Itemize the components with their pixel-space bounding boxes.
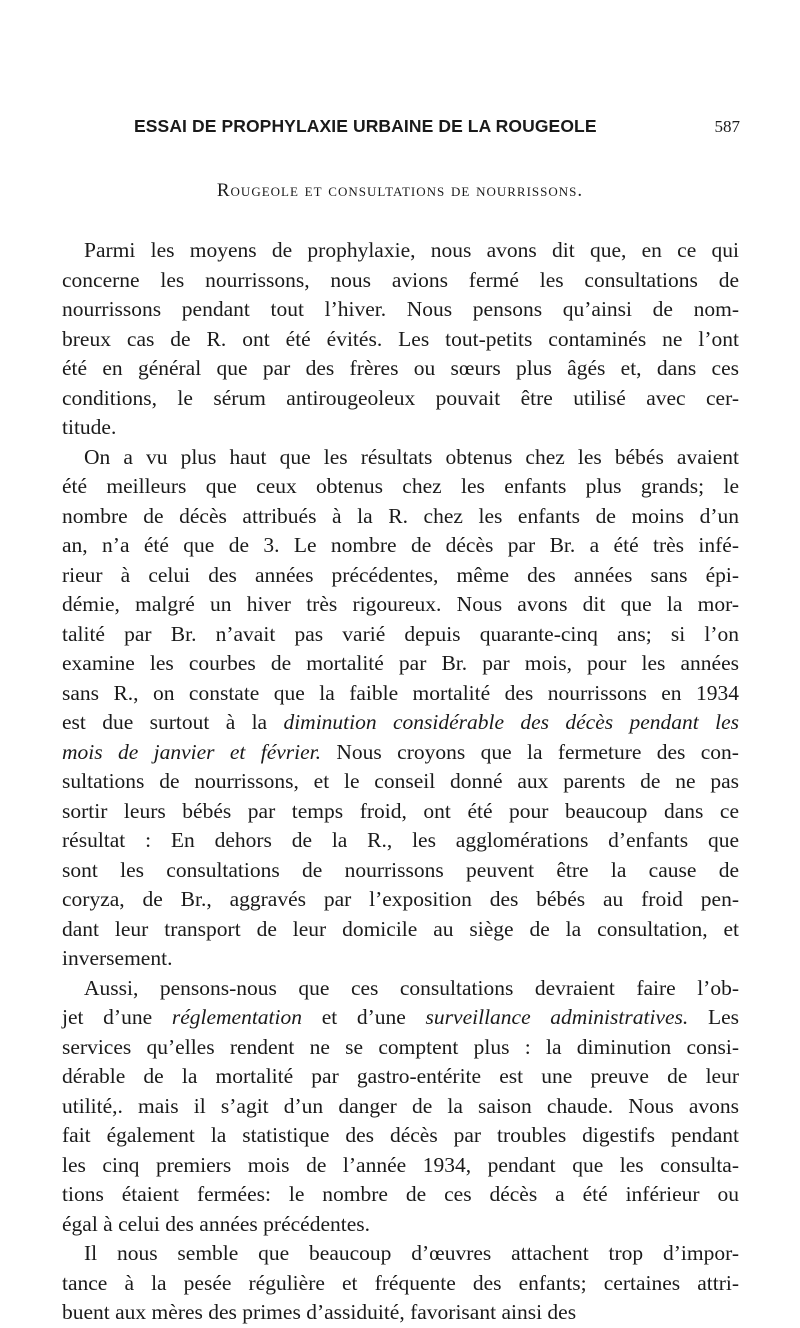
text-line [62, 944, 739, 974]
text-line [62, 236, 739, 266]
text-line [62, 1121, 739, 1151]
paragraph [62, 443, 739, 974]
text-line [62, 413, 739, 443]
text-run: les cinq premiers mois de l’année 1934, pendant que les consulta- [62, 1152, 739, 1177]
text-run: est due surtout à la [62, 710, 284, 734]
text-line [62, 1210, 739, 1240]
text-run: démie, malgré un hiver très rigoureux. Nous avons dit que la mor- [62, 592, 739, 616]
text-run: tance à la pesée régulière et fréquente des enfants; certaines attri- [62, 1270, 739, 1295]
section-heading: Rougeole et consultations de nourrissons. [216, 180, 584, 201]
text-run: inversement. [62, 946, 173, 970]
text-run: buent aux mères des primes d’assiduité, favorisant ainsi des [62, 1300, 577, 1324]
text-line [62, 797, 739, 827]
text-run: concerne les nourrissons, nous avions fermé les consultations de [62, 267, 739, 292]
text-run: titude. [62, 415, 117, 439]
italic-run: réglementation [171, 1005, 302, 1029]
text-run: dérable de la mortalité par gastro-entérite est une preuve de leur [62, 1064, 739, 1088]
text-line [62, 1151, 739, 1181]
text-run: Parmi les moyens de prophylaxie, nous avons dit que, en ce qui [84, 238, 739, 262]
text-run: résultat : En dehors de la R., les agglomérations d’enfants que [62, 828, 739, 852]
text-run: égal à celui des années précédentes. [62, 1211, 371, 1236]
page-number: 587 [714, 117, 740, 136]
text-run: Il nous semble que beaucoup d’œuvres attachent trop d’impor- [84, 1241, 739, 1265]
text-run: coryza, de Br., aggravés par l’exposition des bébés au froid pen- [62, 887, 739, 911]
text-run: sans R., on constate que la faible mortalité des nourrissons en 1934 [62, 680, 739, 705]
running-head [62, 116, 740, 140]
text-line [62, 826, 739, 856]
text-line [62, 590, 739, 620]
text-line [62, 1033, 739, 1063]
text-line [62, 649, 739, 679]
text-line [62, 885, 739, 915]
text-run: an, n’a été que de 3. Le nombre de décès par Br. a été très infé- [62, 533, 739, 557]
text-line [62, 679, 739, 709]
body-text [62, 236, 739, 1328]
text-run: tions étaient fermées: le nombre de ces décès a été inférieur ou [62, 1182, 739, 1206]
text-line [62, 1298, 739, 1328]
italic-run: surveillance administratives. [425, 1005, 689, 1029]
text-run: services qu’elles rendent ne se comptent plus : la diminution consi- [62, 1034, 739, 1059]
paragraph [62, 974, 739, 1240]
text-line [62, 325, 739, 355]
text-run: nombre de décès attribués à la R. chez les enfants de moins d’un [62, 503, 739, 528]
text-run: conditions, le sérum antirougeoleux pouvait être utilisé avec cer- [62, 385, 739, 410]
text-line [62, 1003, 739, 1033]
text-line [62, 443, 739, 473]
text-line [62, 1269, 739, 1299]
text-line [62, 384, 739, 414]
text-run: nourrissons pendant tout l’hiver. Nous pensons qu’ainsi de nom- [62, 297, 739, 321]
running-title: ESSAI DE PROPHYLAXIE URBAINE DE LA ROUGEOLE [134, 116, 597, 136]
text-run: talité par Br. n’avait pas varié depuis quarante-cinq ans; si l’on [62, 621, 739, 646]
text-run: utilité,. mais il s’agit d’un danger de la saison chaude. Nous avons [62, 1093, 739, 1118]
text-line [62, 295, 739, 325]
italic-run: mois de janvier et février. [62, 739, 322, 764]
text-run: sortir leurs bébés par temps froid, ont été pour beaucoup dans ce [62, 798, 739, 823]
text-run: et d’une [302, 1005, 426, 1029]
text-run: rieur à celui des années précédentes, même des années sans épi- [62, 562, 739, 587]
text-run: été meilleurs que ceux obtenus chez les enfants plus grands; le [62, 474, 739, 498]
text-line [62, 974, 739, 1004]
text-run: fait également la statistique des décès par troubles digestifs pendant [62, 1123, 739, 1147]
text-line [62, 620, 739, 650]
text-line [62, 502, 739, 532]
text-run: Nous croyons que la fermeture des con- [321, 739, 739, 764]
text-line [62, 738, 739, 768]
text-run: sultations de nourrissons, et le conseil donné aux parents de ne pas [62, 769, 739, 793]
text-run: sont les consultations de nourrissons peuvent être la cause de [62, 857, 739, 882]
text-line [62, 915, 739, 945]
text-run: été en général que par des frères ou sœurs plus âgés et, dans ces [62, 356, 739, 380]
text-line [62, 708, 739, 738]
text-line [62, 531, 739, 561]
text-run: Aussi, pensons-nous que ces consultations devraient faire l’ob- [84, 975, 739, 1000]
paragraph [62, 236, 739, 443]
paragraph [62, 1239, 739, 1328]
text-line [62, 1239, 739, 1269]
text-run: Les [688, 1005, 740, 1029]
text-line [62, 561, 739, 591]
text-line [62, 1092, 739, 1122]
text-line [62, 856, 739, 886]
text-run: On a vu plus haut que les résultats obtenus chez les bébés avaient [84, 444, 739, 469]
text-line [62, 1062, 739, 1092]
text-run: jet d’une [62, 1005, 172, 1029]
italic-run: diminution considérable des décès pendant les [283, 710, 739, 734]
text-line [62, 354, 739, 384]
text-line [62, 1180, 739, 1210]
text-run: dant leur transport de leur domicile au siège de la consultation, et [62, 916, 739, 941]
text-run: breux cas de R. ont été évités. Les tout-petits contaminés ne l’ont [62, 326, 739, 351]
text-run: examine les courbes de mortalité par Br. par mois, pour les années [62, 651, 739, 675]
text-line [62, 472, 739, 502]
text-line [62, 266, 739, 296]
text-line [62, 767, 739, 797]
